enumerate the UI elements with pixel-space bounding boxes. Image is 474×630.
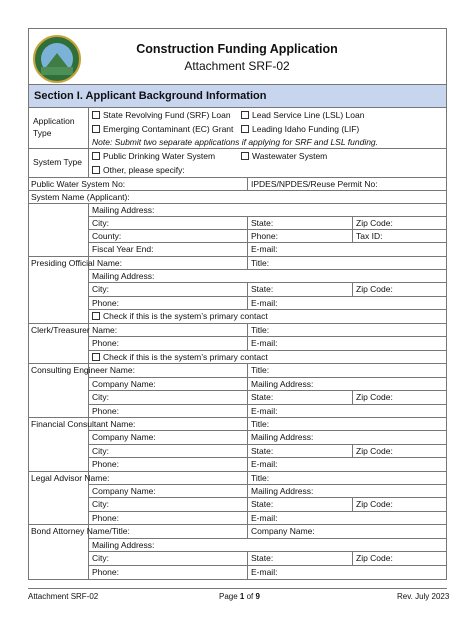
city-field[interactable]: City: — [92, 446, 109, 456]
state-field[interactable]: State: — [251, 446, 274, 456]
system-name-field[interactable]: System Name (Applicant): — [31, 192, 130, 202]
checkbox-icon[interactable] — [92, 125, 100, 133]
ec-grant-option[interactable]: Emerging Contaminant (EC) Grant — [92, 124, 233, 134]
title-field[interactable]: Title: — [251, 365, 270, 375]
city-field[interactable]: City: — [92, 553, 109, 563]
checkbox-icon[interactable] — [241, 125, 249, 133]
permit-number-field[interactable]: IPDES/NPDES/Reuse Permit No: — [251, 179, 378, 189]
wastewater-option[interactable]: Wastewater System — [241, 151, 327, 161]
checkbox-icon[interactable] — [92, 152, 100, 160]
mailing-address-field[interactable]: Mailing Address: — [251, 486, 314, 496]
legal-advisor-field[interactable]: Legal Advisor Name: — [31, 473, 110, 483]
clerk-treasurer-field[interactable]: Clerk/Treasurer Name: — [31, 325, 118, 335]
zip-field[interactable]: Zip Code: — [356, 553, 393, 563]
state-field[interactable]: State: — [251, 392, 274, 402]
title-field[interactable]: Title: — [251, 258, 270, 268]
city-field[interactable]: City: — [92, 499, 109, 509]
zip-field[interactable]: Zip Code: — [356, 392, 393, 402]
zip-field[interactable]: Zip Code: — [356, 499, 393, 509]
company-name-field[interactable]: Company Name: — [92, 432, 156, 442]
lif-option[interactable]: Leading Idaho Funding (LIF) — [241, 124, 359, 134]
phone-field[interactable]: Phone: — [92, 406, 119, 416]
email-field[interactable]: E-mail: — [251, 567, 278, 577]
title-field[interactable]: Title: — [251, 325, 270, 335]
email-field[interactable]: E-mail: — [251, 513, 278, 523]
state-field[interactable]: State: — [251, 553, 274, 563]
title-field[interactable]: Title: — [251, 419, 270, 429]
phone-field[interactable]: Phone: — [92, 567, 119, 577]
checkbox-icon[interactable] — [241, 152, 249, 160]
checkbox-icon[interactable] — [92, 353, 100, 361]
application-type-label-2: Type — [33, 128, 52, 138]
company-name-field[interactable]: Company Name: — [92, 486, 156, 496]
phone-field[interactable]: Phone: — [92, 513, 119, 523]
footer-rule — [28, 588, 447, 589]
footer-revision: Rev. July 2023 — [397, 592, 450, 601]
pws-number-field[interactable]: Public Water System No: — [31, 179, 126, 189]
primary-contact-check[interactable]: Check if this is the system’s primary contact — [92, 311, 268, 321]
checkbox-icon[interactable] — [92, 312, 100, 320]
city-field[interactable]: City: — [92, 392, 109, 402]
consulting-engineer-field[interactable]: Consulting Engineer Name: — [31, 365, 135, 375]
email-field[interactable]: E-mail: — [251, 298, 278, 308]
company-name-field[interactable]: Company Name: — [92, 379, 156, 389]
fiscal-year-end-field[interactable]: Fiscal Year End: — [92, 244, 154, 254]
financial-consultant-field[interactable]: Financial Consultant Name: — [31, 419, 136, 429]
taxid-field[interactable]: Tax ID: — [356, 231, 383, 241]
phone-field[interactable]: Phone: — [92, 338, 119, 348]
public-drinking-water-option[interactable]: Public Drinking Water System — [92, 151, 215, 161]
county-field[interactable]: County: — [92, 231, 122, 241]
mailing-address-field[interactable]: Mailing Address: — [92, 205, 155, 215]
checkbox-icon[interactable] — [92, 111, 100, 119]
application-type-label-1: Application — [33, 116, 75, 126]
section-heading: Section I. Applicant Background Information — [28, 84, 447, 108]
primary-contact-check[interactable]: Check if this is the system’s primary contact — [92, 352, 268, 362]
document-title: Construction Funding Application — [136, 42, 338, 56]
srf-loan-option[interactable]: State Revolving Fund (SRF) Loan — [92, 110, 231, 120]
city-field[interactable]: City: — [92, 218, 109, 228]
title-field[interactable]: Title: — [251, 473, 270, 483]
state-field[interactable]: State: — [251, 499, 274, 509]
presiding-official-field[interactable]: Presiding Official Name: — [31, 258, 123, 268]
phone-field[interactable]: Phone: — [92, 459, 119, 469]
mailing-address-field[interactable]: Mailing Address: — [92, 271, 155, 281]
mailing-address-field[interactable]: Mailing Address: — [251, 432, 314, 442]
zip-field[interactable]: Zip Code: — [356, 446, 393, 456]
email-field[interactable]: E-mail: — [251, 459, 278, 469]
zip-field[interactable]: Zip Code: — [356, 218, 393, 228]
email-field[interactable]: E-mail: — [251, 244, 278, 254]
header-box — [28, 28, 447, 84]
phone-field[interactable]: Phone: — [251, 231, 278, 241]
bond-attorney-field[interactable]: Bond Attorney Name/Title: — [31, 526, 130, 536]
state-field[interactable]: State: — [251, 284, 274, 294]
footer-page-number: Page 1 of 9 — [219, 592, 260, 601]
document-subtitle: Attachment SRF-02 — [184, 59, 290, 73]
city-field[interactable]: City: — [92, 284, 109, 294]
application-note: Note: Submit two separate applications if applying for SRF and LSL funding. — [92, 137, 379, 147]
footer-doc-name: Attachment SRF-02 — [28, 592, 99, 601]
email-field[interactable]: E-mail: — [251, 338, 278, 348]
company-name-field[interactable]: Company Name: — [251, 526, 315, 536]
mailing-address-field[interactable]: Mailing Address: — [92, 540, 155, 550]
phone-field[interactable]: Phone: — [92, 298, 119, 308]
mailing-address-field[interactable]: Mailing Address: — [251, 379, 314, 389]
other-system-option[interactable]: Other, please specify: — [92, 165, 185, 175]
lsl-loan-option[interactable]: Lead Service Line (LSL) Loan — [241, 110, 364, 120]
checkbox-icon[interactable] — [241, 111, 249, 119]
state-field[interactable]: State: — [251, 218, 274, 228]
email-field[interactable]: E-mail: — [251, 406, 278, 416]
zip-field[interactable]: Zip Code: — [356, 284, 393, 294]
checkbox-icon[interactable] — [92, 166, 100, 174]
system-type-label: System Type — [33, 157, 82, 167]
